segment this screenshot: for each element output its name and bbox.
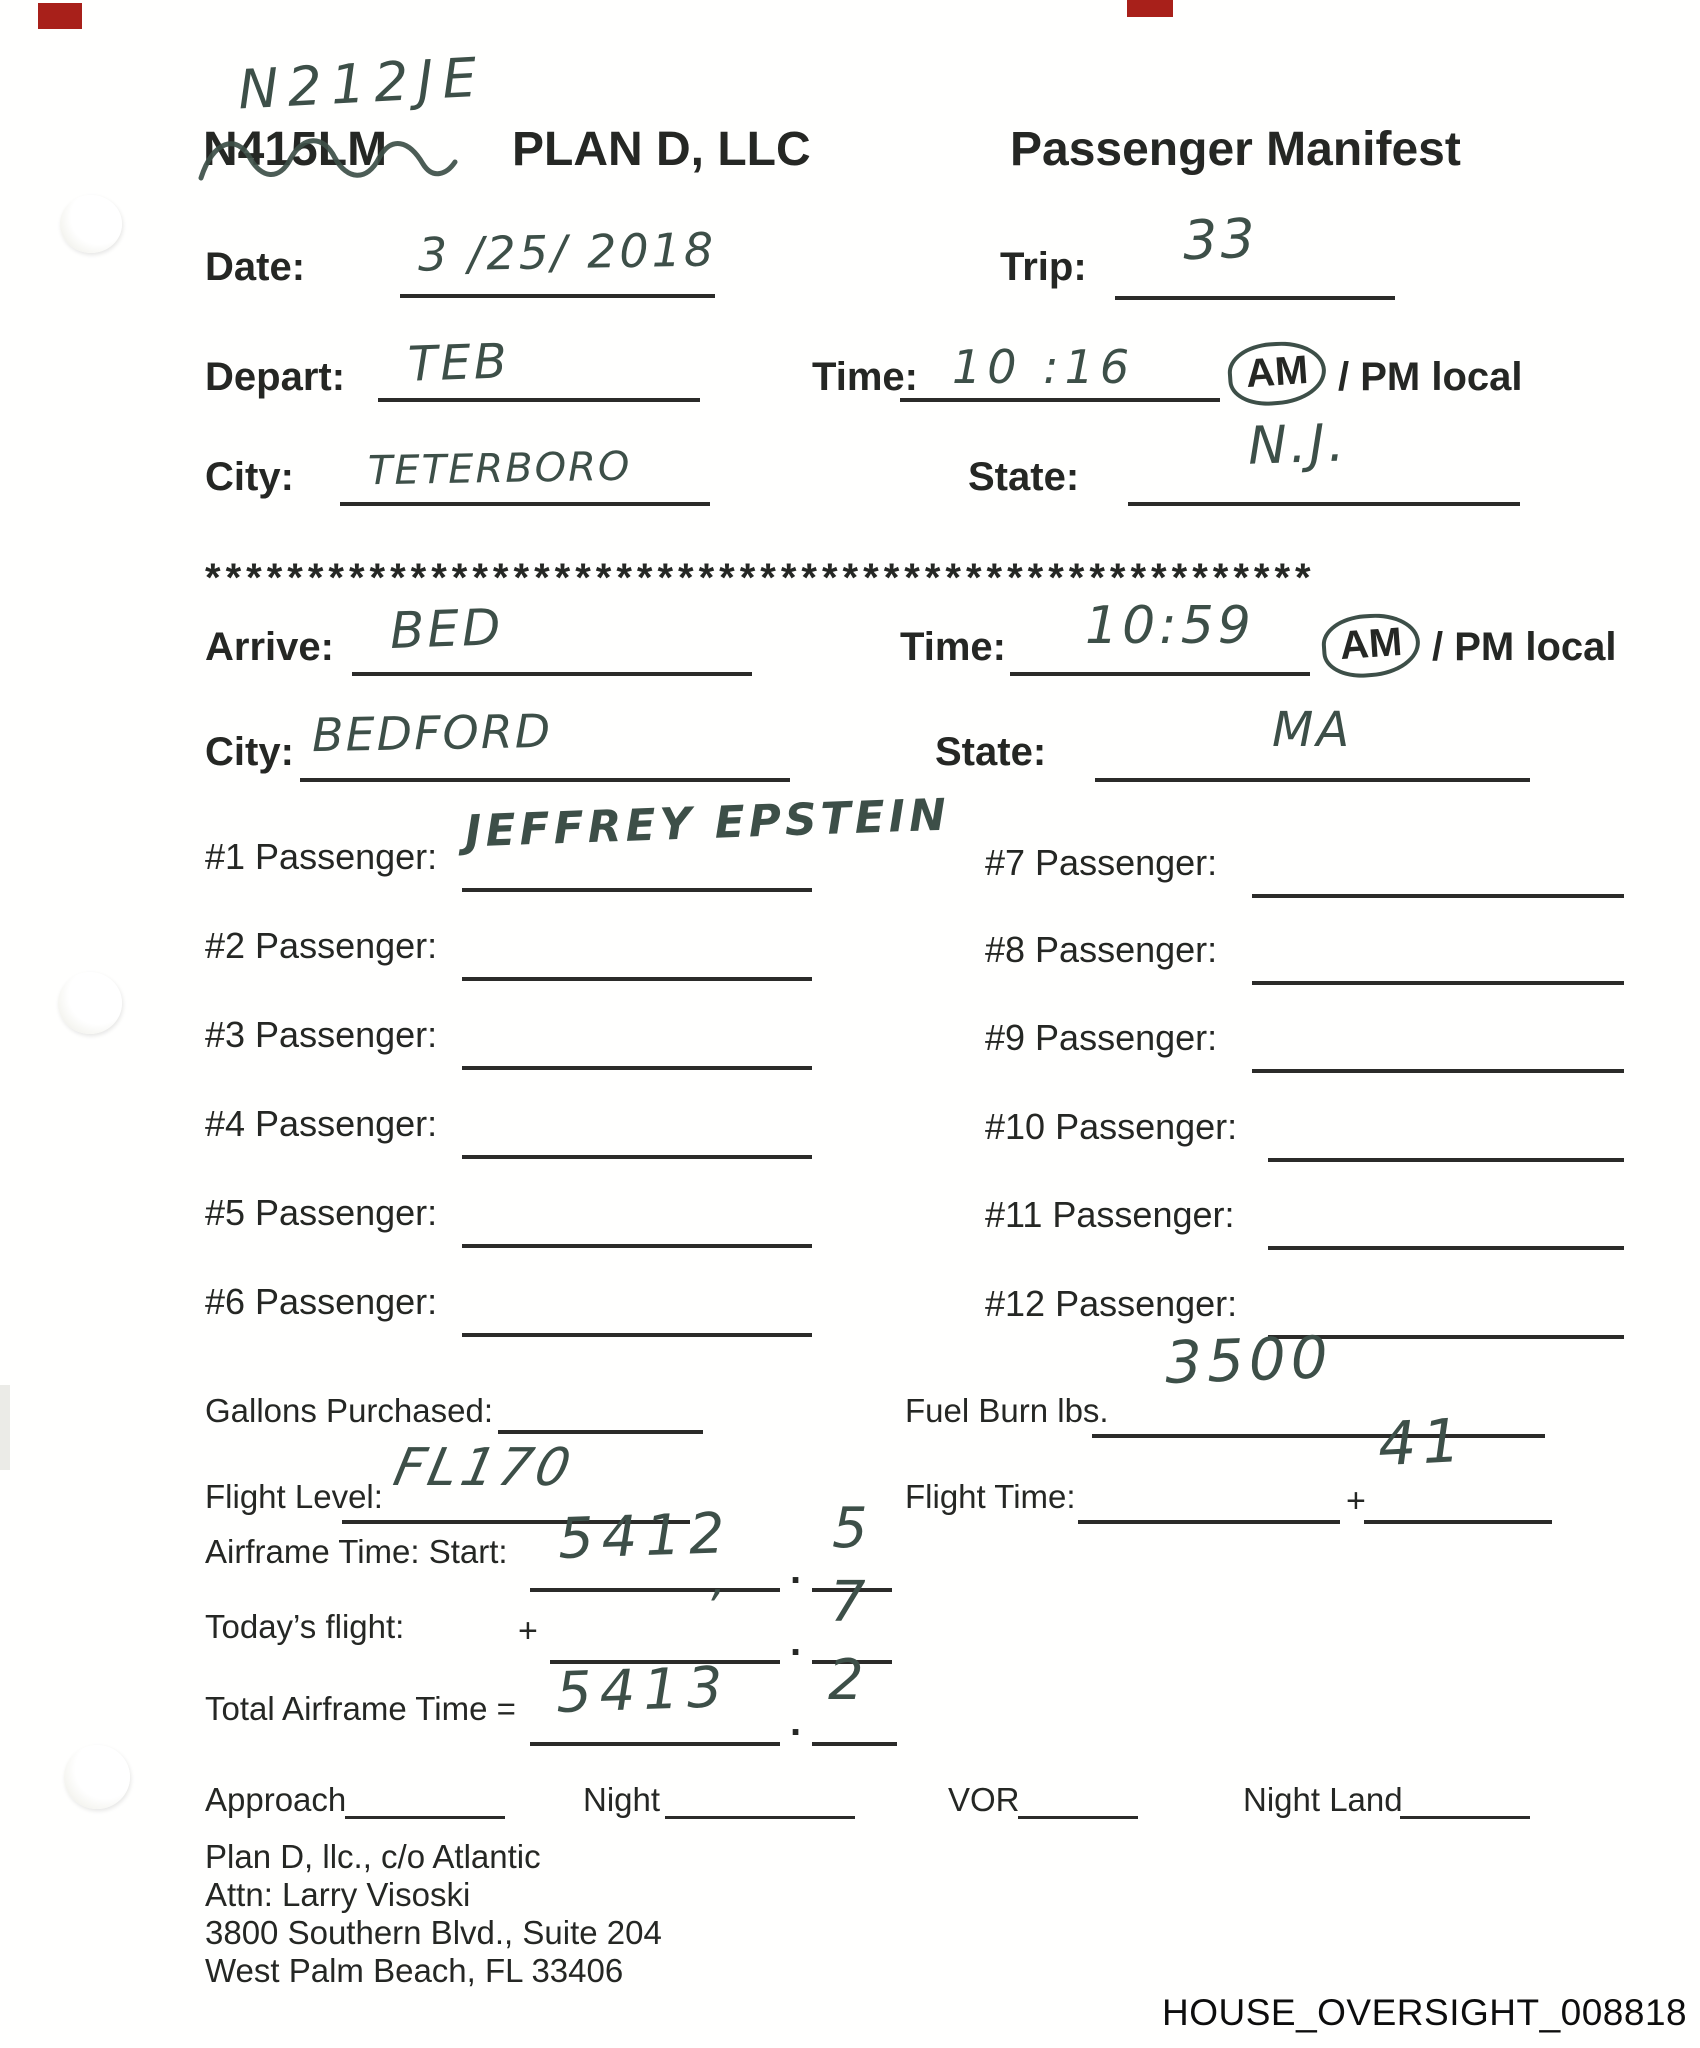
depart-state-underline [1128, 502, 1520, 506]
tail-number-printed: N415LM [203, 123, 388, 176]
punch-hole-top [60, 195, 122, 253]
flight-time-frac-underline [1364, 1520, 1552, 1524]
passenger-6-label: #6 Passenger: [205, 1281, 438, 1322]
passenger-4-label: #4 Passenger: [205, 1103, 438, 1144]
depart-underline [378, 398, 700, 402]
passenger-7-underline [1252, 894, 1624, 898]
passenger-3-underline [462, 1066, 812, 1070]
address-line-3: 3800 Southern Blvd., Suite 204 [205, 1914, 662, 1951]
todays-flight-frac: 7 [830, 1570, 869, 1635]
total-airframe-dot: . [790, 1700, 802, 1744]
total-airframe-frac: 2 [828, 1648, 867, 1713]
depart-city-underline [340, 502, 710, 506]
total-airframe-underline [530, 1742, 780, 1746]
airframe-start-whole: 5412 [556, 1500, 734, 1573]
arrive-city-value: BEDFORD [311, 703, 553, 763]
date-underline [400, 294, 715, 298]
flight-time-label: Flight Time: [905, 1478, 1076, 1515]
flight-level-label: Flight Level: [205, 1478, 383, 1515]
fuel-burn-value: 3500 [1163, 1323, 1334, 1397]
punch-hole-bottom [64, 1745, 130, 1809]
flight-time-underline [1078, 1520, 1340, 1524]
night-label: Night [583, 1781, 661, 1818]
flight-time-plus: + [1346, 1482, 1366, 1520]
depart-pm-suffix: / PM local [1338, 355, 1523, 399]
arrive-am-circle [1320, 611, 1422, 681]
date-label: Date: [205, 245, 306, 289]
trip-value: 33 [1181, 206, 1259, 273]
fuel-burn-label: Fuel Burn lbs. [905, 1392, 1109, 1429]
arrive-time-value: 10:59 [1085, 596, 1255, 656]
passenger-6-underline [462, 1333, 812, 1337]
stray-ink-mark: ’ [705, 1580, 723, 1634]
passenger-1-label: #1 Passenger: [205, 836, 438, 877]
scribble-strikethrough [193, 124, 463, 199]
depart-city-label: City: [205, 455, 294, 499]
arrive-city-underline [300, 778, 790, 782]
arrive-label: Arrive: [205, 625, 334, 669]
depart-value: TEB [407, 333, 511, 393]
arrive-city-label: City: [205, 730, 294, 774]
trip-label: Trip: [1000, 245, 1087, 289]
night-underline [665, 1816, 855, 1819]
airframe-start-label: Airframe Time: Start: [205, 1533, 508, 1570]
passenger-5-underline [462, 1244, 812, 1248]
arrive-time-underline [1010, 672, 1310, 676]
airframe-start-frac: 5 [832, 1496, 871, 1561]
date-value: 3 /25/ 2018 [417, 222, 717, 282]
address-line-2: Attn: Larry Visoski [205, 1876, 471, 1913]
passenger-9-underline [1252, 1069, 1624, 1073]
tail-number-handwritten: N212JE [236, 45, 487, 122]
depart-city-value: TETERBORO [367, 443, 632, 495]
scan-edge-artifact [0, 1385, 10, 1470]
depart-time-underline [900, 398, 1220, 402]
todays-flight-plus: + [518, 1612, 538, 1650]
punch-hole-middle [58, 972, 122, 1034]
red-scan-mark-right [1127, 0, 1173, 17]
todays-flight-dot: . [790, 1620, 802, 1664]
passenger-9-label: #9 Passenger: [985, 1017, 1218, 1058]
depart-time-label: Time: [812, 355, 918, 399]
passenger-11-label: #11 Passenger: [985, 1194, 1235, 1235]
arrive-state-underline [1095, 778, 1530, 782]
company-name: PLAN D, LLC [512, 123, 811, 176]
depart-am-circle [1226, 339, 1328, 409]
passenger-3-label: #3 Passenger: [205, 1014, 438, 1055]
document-id: HOUSE_OVERSIGHT_008818 [1162, 1992, 1688, 2033]
passenger-8-underline [1252, 981, 1624, 985]
passenger-1-value: JEFFREY EPSTEIN [464, 789, 951, 858]
depart-state-label: State: [968, 455, 1080, 499]
passenger-10-label: #10 Passenger: [985, 1106, 1238, 1147]
passenger-10-underline [1268, 1158, 1624, 1162]
asterisk-separator: ****************************************************** [205, 556, 1316, 600]
arrive-state-label: State: [935, 730, 1047, 774]
arrive-state-value: MA [1272, 702, 1353, 758]
trip-underline [1115, 296, 1395, 300]
passenger-2-underline [462, 977, 812, 981]
flight-level-value: FL170 [388, 1438, 580, 1498]
passenger-12-label: #12 Passenger: [985, 1283, 1238, 1324]
gallons-purchased-label: Gallons Purchased: [205, 1392, 493, 1429]
passenger-5-label: #5 Passenger: [205, 1192, 438, 1233]
flight-time-value: 41 [1376, 1405, 1469, 1481]
passenger-2-label: #2 Passenger: [205, 925, 438, 966]
passenger-1-underline [462, 888, 812, 892]
passenger-11-underline [1268, 1246, 1624, 1250]
night-land-underline [1400, 1816, 1530, 1819]
document-title: Passenger Manifest [1010, 123, 1461, 176]
passenger-7-label: #7 Passenger: [985, 842, 1218, 883]
fuel-burn-underline [1092, 1434, 1545, 1438]
passenger-4-underline [462, 1155, 812, 1159]
approach-underline [345, 1816, 505, 1819]
todays-flight-label: Today’s flight: [205, 1608, 405, 1645]
arrive-time-label: Time: [900, 625, 1006, 669]
approach-label: Approach [205, 1781, 347, 1818]
red-scan-mark-left [38, 3, 82, 29]
address-line-4: West Palm Beach, FL 33406 [205, 1952, 624, 1989]
depart-time-value: 10 :16 [952, 340, 1136, 394]
night-land-label: Night Land [1243, 1781, 1403, 1818]
arrive-am-label: AM [1338, 619, 1404, 669]
depart-am-label: AM [1244, 347, 1310, 397]
vor-label: VOR [948, 1781, 1020, 1818]
airframe-start-underline [530, 1588, 780, 1592]
address-line-1: Plan D, llc., c/o Atlantic [205, 1838, 541, 1875]
depart-label: Depart: [205, 355, 346, 399]
arrive-underline [352, 672, 752, 676]
total-airframe-label: Total Airframe Time = [205, 1690, 516, 1727]
airframe-start-dot: . [790, 1548, 802, 1592]
total-airframe-whole: 5413 [554, 1654, 732, 1727]
passenger-8-label: #8 Passenger: [985, 929, 1218, 970]
depart-state-value: N.J. [1246, 413, 1349, 477]
gallons-purchased-underline [498, 1430, 703, 1434]
arrive-value: BED [389, 598, 505, 660]
total-airframe-frac-underline [812, 1742, 897, 1746]
vor-underline [1018, 1816, 1138, 1819]
arrive-pm-suffix: / PM local [1432, 625, 1617, 669]
